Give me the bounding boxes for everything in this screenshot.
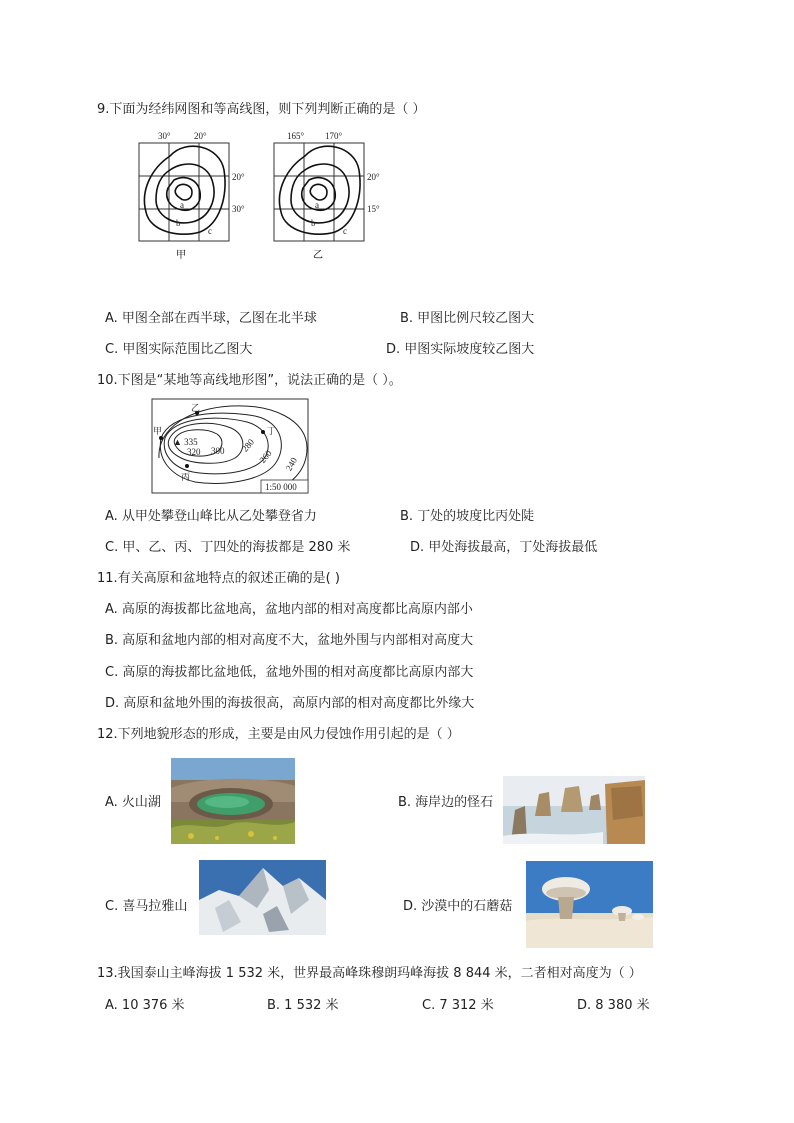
point-jia-marker <box>159 436 163 440</box>
contour-line <box>291 164 349 223</box>
mushroom-rock-photo <box>526 861 653 948</box>
q9-option-c: C. 甲图实际范围比乙图大 <box>105 342 253 357</box>
q12-option-c: C. 喜马拉雅山 <box>105 899 188 914</box>
point-jia-label: 甲 <box>153 426 163 436</box>
point-a-label: a <box>180 200 184 210</box>
point-a-label: a <box>315 200 319 210</box>
contour-line <box>156 164 214 223</box>
map-frame <box>139 143 229 241</box>
contour-260-label: 260 <box>257 448 274 465</box>
point-ding-marker <box>261 430 265 434</box>
point-c-label: c <box>208 226 212 236</box>
lon-left-label: 165° <box>287 131 305 141</box>
q9-option-d: D. 甲图实际坡度较乙图大 <box>386 342 535 357</box>
q13-option-c: C. 7 312 米 <box>422 998 494 1013</box>
scale-label: 1:50 000 <box>265 482 297 492</box>
q9-option-a: A. 甲图全部在西半球，乙图在北半球 <box>105 311 317 326</box>
lat-top-label: 20° <box>232 172 245 182</box>
q11-option-b: B. 高原和盆地内部的相对高度不大，盆地外围与内部相对高度大 <box>105 633 474 648</box>
q9-map-yi <box>263 128 393 263</box>
q12-stem: 12.下列地貌形态的形成，主要是由风力侵蚀作用引起的是（ ） <box>97 727 460 742</box>
lat-bottom-label: 30° <box>232 204 245 214</box>
q11-option-a: A. 高原的海拔都比盆地高，盆地内部的相对高度都比高原内部小 <box>105 602 473 617</box>
contour-300-label: 300 <box>211 446 225 456</box>
q12-option-b: B. 海岸边的怪石 <box>398 795 494 810</box>
q10-option-a: A. 从甲处攀登山峰比从乙处攀登省力 <box>105 509 317 524</box>
lat-bottom-label: 15° <box>367 204 380 214</box>
contour-line <box>310 184 327 200</box>
q10-contour-map <box>151 398 311 496</box>
contour-320-label: 320 <box>187 447 201 457</box>
lon-right-label: 20° <box>194 131 207 141</box>
q9-map-jia <box>128 128 258 263</box>
q12-option-a: A. 火山湖 <box>105 795 161 810</box>
q13-stem: 13.我国泰山主峰海拔 1 532 米，世界最高峰珠穆朗玛峰海拔 8 844 米，二者相对高度为（ ） <box>97 966 642 981</box>
q10-stem: 10.下图是“某地等高线地形图”，说法正确的是（ ）。 <box>97 373 402 388</box>
point-ding-label: 丁 <box>267 426 277 436</box>
q9-stem: 9.下面为经纬网图和等高线图，则下列判断正确的是（ ） <box>97 102 426 117</box>
q10-option-d: D. 甲处海拔最高，丁处海拔最低 <box>410 540 598 555</box>
q11-option-d: D. 高原和盆地外围的海拔很高，高原内部的相对高度都比外缘大 <box>105 696 475 711</box>
map-caption: 乙 <box>313 250 323 261</box>
lon-left-label: 30° <box>158 131 171 141</box>
q13-option-b: B. 1 532 米 <box>267 998 339 1013</box>
q11-stem: 11.有关高原和盆地特点的叙述正确的是( ) <box>97 571 340 586</box>
point-b-label: b <box>311 218 316 228</box>
point-bing-marker <box>185 464 189 468</box>
contour-280-label: 280 <box>239 436 257 454</box>
lon-right-label: 170° <box>325 131 343 141</box>
q10-option-b: B. 丁处的坡度比丙处陡 <box>400 509 535 524</box>
q10-option-c: C. 甲、乙、丙、丁四处的海拔都是 280 米 <box>105 540 351 555</box>
q12-option-d: D. 沙漠中的石蘑菇 <box>403 899 513 914</box>
q13-option-a: A. 10 376 米 <box>105 998 185 1013</box>
sea-stacks-photo <box>503 776 645 844</box>
lat-top-label: 20° <box>367 172 380 182</box>
himalaya-photo <box>199 860 326 935</box>
q13-option-d: D. 8 380 米 <box>577 998 650 1013</box>
point-yi-label: 乙 <box>191 403 201 413</box>
contour-240-label: 240 <box>283 455 299 473</box>
map-caption: 甲 <box>176 250 186 261</box>
volcanic-lake-photo <box>171 758 295 844</box>
q9-option-b: B. 甲图比例尺较乙图大 <box>400 311 535 326</box>
point-b-label: b <box>176 218 181 228</box>
point-c-label: c <box>343 226 347 236</box>
point-bing-label: 丙 <box>181 472 191 482</box>
q11-option-c: C. 高原的海拔都比盆地低，盆地外围的相对高度都比高原内部大 <box>105 665 474 680</box>
map-frame <box>274 143 364 241</box>
contour-line <box>175 184 192 200</box>
summit-label: ▲ 335 <box>173 437 198 447</box>
